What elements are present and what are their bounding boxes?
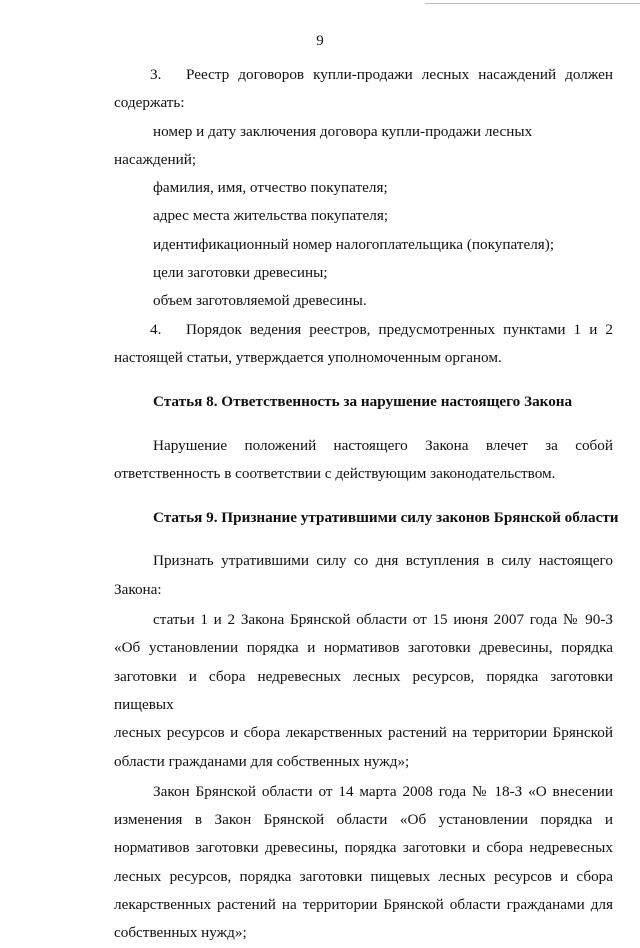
clause1-line: лесных ресурсов и сбора лекарственных растений на территории Брянской — [114, 724, 613, 742]
item4-line2: настоящей статьи, утверждается уполномоченным органом. — [114, 348, 502, 366]
list-item: цели заготовки древесины; — [153, 264, 328, 282]
clause1-line: области гражданами для собственных нужд»; — [114, 752, 410, 770]
article9-intro-line1: Признать утратившими силу со дня вступления в силу настоящего — [153, 552, 613, 570]
clause2-line: собственных нужд»; — [114, 924, 247, 942]
top-border-line — [425, 3, 640, 4]
list-item: идентификационный номер налогоплательщика (покупателя); — [153, 235, 555, 253]
item4-line1: 4. Порядок ведения реестров, предусмотренных пунктами 1 и 2 — [114, 316, 613, 344]
clause2-line: изменения в Закон Брянской области «Об установлении порядка и — [114, 811, 613, 829]
clause2-line: лесных ресурсов, порядка заготовки пищевых лесных ресурсов и сбора — [114, 867, 613, 885]
article8-line2: ответственность в соответствии с действующим законодательством. — [114, 464, 556, 482]
item3-number: 3. — [150, 66, 162, 83]
list-item: номер и дату заключения договора купли-продажи лесных насаждений; — [114, 122, 533, 168]
list-item: адрес места жительства покупателя; — [153, 207, 389, 225]
article8-line1: Нарушение положений настоящего Закона влечет за собой — [153, 436, 613, 454]
article9-intro-line2: Закона: — [114, 580, 162, 598]
article9-heading: Статья 9. Признание утратившими силу законов Брянской области — [153, 509, 619, 527]
list-item: фамилия, имя, отчество покупателя; — [153, 179, 388, 197]
clause2-line: нормативов заготовки древесины, порядка заготовки и сбора недревесных — [114, 839, 613, 857]
item4-number: 4. — [150, 320, 162, 338]
page-number: 9 — [316, 33, 324, 49]
article8-heading: Статья 8. Ответственность за нарушение настоящего Закона — [153, 393, 573, 411]
clause2-line: лекарственных растений на территории Брянской области гражданами для — [114, 896, 613, 914]
item3-line2: содержать: — [114, 94, 185, 112]
list-item: объем заготовляемой древесины. — [153, 292, 367, 310]
clause1-line: заготовки и сбора недревесных лесных ресурсов, порядка заготовки пищевых — [114, 667, 613, 713]
clause2-line: Закон Брянской области от 14 марта 2008 года № 18-З «О внесении — [153, 782, 613, 800]
clause1-line: «Об установлении порядка и нормативов заготовки древесины, порядка — [114, 639, 613, 657]
clause1-line: статьи 1 и 2 Закона Брянской области от 15 июня 2007 года № 90-З — [153, 611, 613, 629]
item3-line1: 3. Реестр договоров купли-продажи лесных насаждений должен — [114, 61, 613, 89]
document-body — [114, 61, 619, 948]
